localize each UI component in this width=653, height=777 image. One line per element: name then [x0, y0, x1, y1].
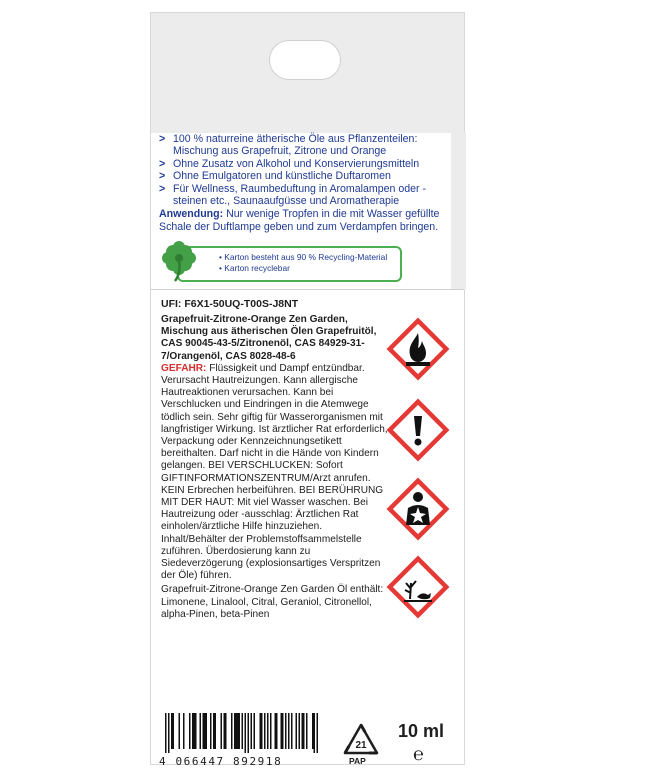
feature-item	[159, 170, 452, 182]
flame-icon	[384, 315, 452, 383]
product-card	[150, 12, 465, 768]
clover-icon	[159, 239, 199, 283]
barcode-number: 4 066447 892918	[159, 755, 283, 768]
usage-text: Nur wenige Tropfen in die mit Wasser gefüllte Schale der Duftlampe geben und zum Verdampfen bringen.	[159, 208, 440, 233]
feature-item	[159, 133, 452, 158]
feature-item	[159, 158, 452, 170]
bullet-arrow-icon: >	[159, 157, 166, 170]
usage-instructions	[159, 208, 452, 233]
volume-label: 10 ml	[398, 721, 445, 741]
product-description: Grapefruit-Zitrone-Orange Zen Garden, Mischung aus ätherischen Ölen Grapefruitöl, CAS 90045-43-5/Zitronenöl, CAS 84929-31-7/Orangenöl, CAS 8028-48-6	[161, 314, 377, 362]
recycling-code: 21	[355, 740, 367, 751]
recycling-label: PAP	[349, 756, 366, 766]
hazard-statement	[161, 363, 389, 583]
hazard-text: Flüssigkeit und Dampf entzündbar. Verursacht Hautreizungen. Kann allergische Hautreaktionen verursachen. Kann bei Verschlucken und Eindringen in die Atemwege tödlich sein. Sehr giftig für Wasserorganismen mit langfristiger Wirkung. Ist ärztlicher Rat erforderlich, Verpackung oder Kennzeichnungsetikett bereithalten. Darf nicht in die Hände von Kindern gelangen. BEI VERSCHLUCKEN: Sofort GIFTINFORMATIONSZENTRUM/Arzt anrufen. KEIN Erbrechen herbeiführen. BEI BERÜHRUNG MIT DER HAUT: Mit viel Wasser waschen. Bei Hautreizung oder -ausschlag: Ärztlichen Rat einholen/ärztliche Hilfe hinzuziehen. Inhalt/Behälter der Problemstoffsammelstelle zuführen. Überdosierung kann zu Siedeverzögerung (explosionsartiges Verspritzen der Öle) führen.	[161, 362, 388, 582]
barcode-bars-icon	[161, 713, 321, 753]
recycling-line: • Karton besteht aus 90 % Recycling-Material	[219, 252, 388, 262]
bullet-arrow-icon: >	[159, 182, 166, 195]
feature-text: 100 % naturreine ätherische Öle aus Pflanzenteilen: Mischung aus Grapefruit, Zitrone und Orange	[173, 133, 418, 158]
feature-text: Für Wellness, Raumbeduftung in Aromalampen oder -steinen etc., Saunaaufgüsse und Aromatherapie	[173, 182, 427, 208]
feature-text: Ohne Emulgatoren und künstliche Duftaromen	[173, 170, 391, 183]
barcode	[161, 713, 321, 757]
exclamation-icon	[384, 396, 452, 464]
feature-item	[159, 183, 452, 208]
ingredients-text: Grapefruit-Zitrone-Orange Zen Garden Öl enthält: Limonene, Linalool, Citral, Geraniol, Citronellol, alpha-Pinen, beta-Pinen	[161, 584, 384, 620]
ufi-code: UFI: F6X1-50UQ-T00S-J8NT	[161, 298, 299, 310]
environment-icon	[384, 553, 452, 621]
card-edge-strip	[451, 133, 466, 290]
hang-tab	[151, 13, 464, 133]
hang-hole	[269, 40, 341, 80]
estimate-sign-icon: ℮	[413, 744, 424, 765]
feature-text: Ohne Zusatz von Alkohol und Konservierungsmitteln	[173, 157, 420, 170]
separator-line	[151, 289, 464, 290]
health-hazard-icon	[384, 475, 452, 543]
usage-label: Anwendung:	[159, 208, 224, 221]
safety-text-block	[161, 314, 389, 621]
danger-label: GEFAHR:	[161, 362, 207, 374]
bullet-arrow-icon: >	[159, 133, 166, 145]
recycling-line: • Karton recyclebar	[219, 263, 290, 273]
recycling-info-box	[177, 246, 402, 282]
bullet-arrow-icon: >	[159, 170, 166, 183]
